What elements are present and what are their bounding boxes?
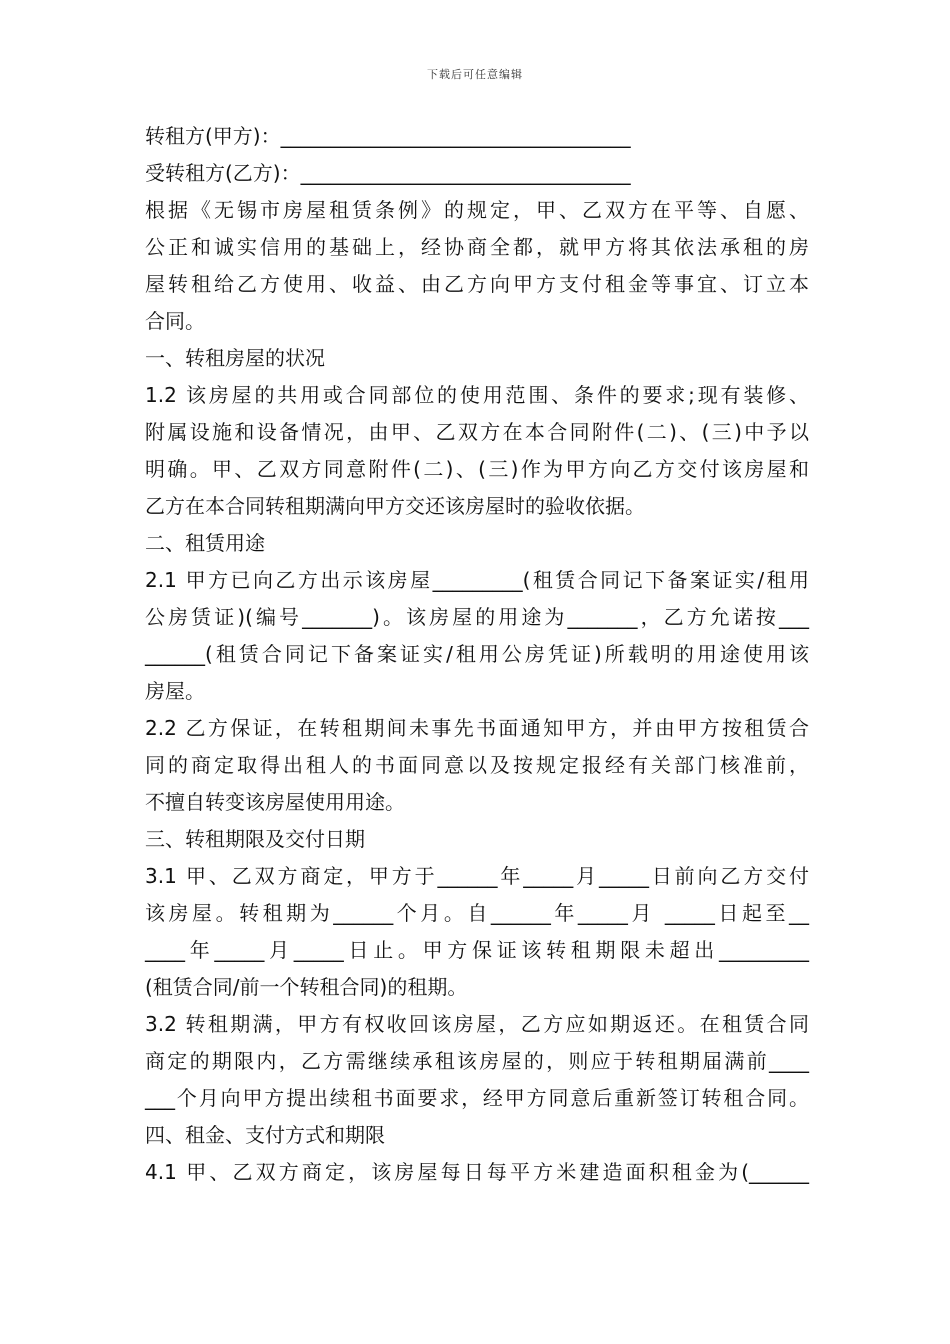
section-heading-2: 二、租赁用途 — [145, 531, 265, 555]
preamble-line: 屋转租给乙方使用、收益、由乙方向甲方支付租金等事宜、订立本 — [145, 272, 809, 296]
clause-1-2-line: 附属设施和设备情况，由甲、乙双方在本合同附件(二)、(三)中予以 — [145, 420, 809, 444]
section-heading-4: 四、租金、支付方式和期限 — [145, 1123, 385, 1147]
clause-2-1-line: ______(租赁合同记下备案证实/租用公房凭证)所载明的用途使用该 — [145, 642, 809, 666]
clause-1-2-line: 明确。甲、乙双方同意附件(二)、(三)作为甲方向乙方交付该房屋和 — [145, 457, 809, 481]
clause-3-2-line: 3.2 转租期满，甲方有权收回该房屋，乙方应如期返还。在租赁合同 — [145, 1012, 809, 1036]
section-heading-1: 一、转租房屋的状况 — [145, 346, 325, 370]
clause-3-2-line: ___个月向甲方提出续租书面要求，经甲方同意后重新签订转租合同。 — [145, 1086, 809, 1110]
preamble-line: 公正和诚实信用的基础上，经协商全都，就甲方将其依法承租的房 — [145, 235, 809, 259]
clause-3-1-line: (租赁合同/前一个转租合同)的租期。 — [145, 975, 468, 999]
preamble-line: 根据《无锡市房屋租赁条例》的规定，甲、乙双方在平等、自愿、 — [145, 198, 809, 222]
clause-2-1-line: 房屋。 — [145, 679, 205, 703]
section-heading-3: 三、转租期限及交付日期 — [145, 827, 365, 851]
clause-3-1-line: 该房屋。转租期为______个月。自______年_____月 _____日起至__ — [145, 901, 809, 925]
clause-1-2-line: 乙方在本合同转租期满向甲方交还该房屋时的验收依据。 — [145, 494, 645, 518]
sublessee-line: 受转租方(乙方)：_________________________________ — [145, 161, 631, 185]
clause-2-2-line: 同的商定取得出租人的书面同意以及按规定报经有关部门核准前， — [145, 753, 809, 777]
header-note: 下载后可任意编辑 — [427, 68, 523, 81]
preamble-line: 合同。 — [145, 309, 205, 333]
clause-3-1-line: ____年_____月_____日止。甲方保证该转租期限未超出_________ — [145, 938, 809, 962]
clause-2-1-line: 公房赁证)(编号_______)。该房屋的用途为_______，乙方允诺按___ — [145, 605, 809, 629]
clause-3-2-line: 商定的期限内，乙方需继续承租该房屋的，则应于转租期届满前____ — [145, 1049, 809, 1073]
clause-1-2-line: 1.2 该房屋的共用或合同部位的使用范围、条件的要求;现有装修、 — [145, 383, 809, 407]
clause-2-2-line: 不擅自转变该房屋使用用途。 — [145, 790, 405, 814]
clause-3-1-line: 3.1 甲、乙双方商定，甲方于______年_____月_____日前向乙方交付 — [145, 864, 809, 888]
clause-2-2-line: 2.2 乙方保证，在转租期间未事先书面通知甲方，并由甲方按租赁合 — [145, 716, 809, 740]
clause-4-1-line: 4.1 甲、乙双方商定，该房屋每日每平方米建造面积租金为(______ — [145, 1160, 809, 1184]
document-body — [145, 118, 809, 1191]
clause-2-1-line: 2.1 甲方已向乙方出示该房屋_________(租赁合同记下备案证实/租用 — [145, 568, 809, 592]
sublessor-line: 转租方(甲方)：___________________________________ — [145, 124, 631, 148]
